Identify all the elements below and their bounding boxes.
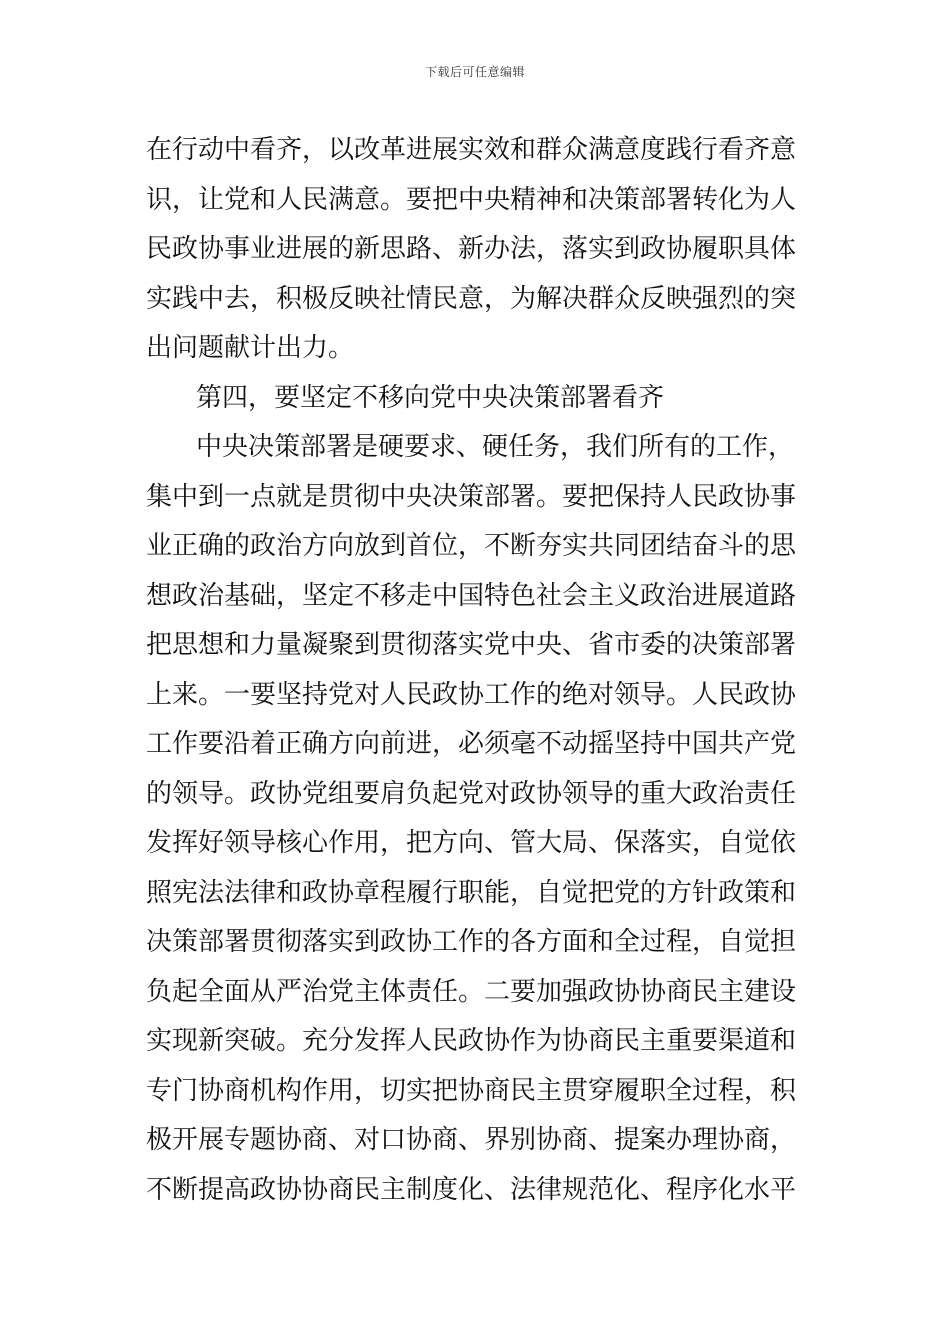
text-line: 专门协商机构作用，切实把协商民主贯穿履职全过程，积 [146, 1075, 797, 1106]
text-line: 照宪法法律和政协章程履行职能，自觉把党的方针政策和 [146, 877, 797, 908]
text-line: 把思想和力量凝聚到贯彻落实党中央、省市委的决策部署 [146, 630, 797, 660]
text-line: 业正确的政治方向放到首位，不断夯实共同团结奋斗的思 [146, 531, 797, 561]
text-line: 集中到一点就是贯彻中央决策部署。要把保持人民政协事 [146, 481, 797, 512]
text-line: 实现新突破。充分发挥人民政协作为协商民主重要渠道和 [146, 1026, 797, 1056]
body-text [146, 126, 816, 1215]
text-line: 实践中去，积极反映社情民意，为解决群众反映强烈的突 [146, 283, 797, 314]
text-line: 上来。一要坚持党对人民政协工作的绝对领导。人民政协 [146, 679, 797, 710]
page-header: 下载后可任意编辑 [424, 65, 525, 79]
section-heading: 第四，要坚定不移向党中央决策部署看齐 [196, 382, 665, 413]
text-line: 工作要沿着正确方向前进，必须毫不动摇坚持中国共产党 [146, 729, 797, 759]
text-line: 识，让党和人民满意。要把中央精神和决策部署转化为人 [146, 184, 797, 215]
text-line: 民政协事业进展的新思路、新办法，落实到政协履职具体 [146, 234, 797, 264]
text-line: 的领导。政协党组要肩负起党对政协领导的重大政治责任 [146, 778, 797, 809]
text-line: 出问题献计出力。 [146, 333, 355, 363]
text-line: 负起全面从严治党主体责任。二要加强政协协商民主建设 [146, 976, 797, 1007]
text-line: 决策部署贯彻落实到政协工作的各方面和全过程，自觉担 [146, 927, 797, 957]
paragraph-first-line: 中央决策部署是硬要求、硬任务，我们所有的工作， [196, 432, 795, 462]
text-line: 发挥好领导核心作用，把方向、管大局、保落实，自觉依 [146, 828, 797, 858]
text-line: 不断提高政协协商民主制度化、法律规范化、程序化水平 [146, 1174, 797, 1205]
text-line: 在行动中看齐，以改革进展实效和群众满意度践行看齐意 [146, 135, 797, 165]
text-line: 想政治基础，坚定不移走中国特色社会主义政治进展道路 [146, 580, 797, 611]
text-line: 极开展专题协商、对口协商、界别协商、提案办理协商， [146, 1125, 797, 1155]
